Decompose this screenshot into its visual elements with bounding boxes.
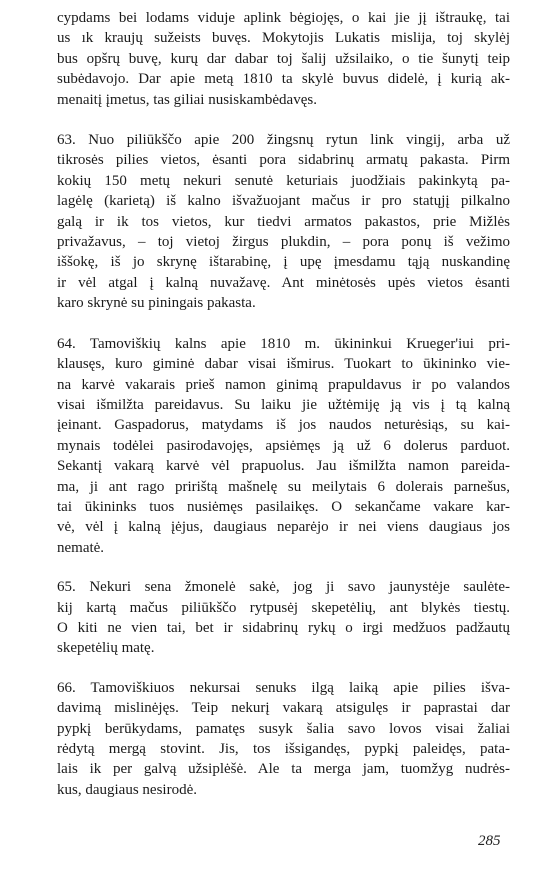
page-number: 285 bbox=[478, 833, 501, 849]
text-line: lais ik per galvą užsiplėšė. Ale ta merga jam, tuomžyg nudrės- bbox=[57, 761, 510, 778]
text-line: na karvė vakarais prieš namon ginimą prapuldavus ir po valandos bbox=[57, 376, 510, 393]
paragraph-continuation bbox=[57, 8, 510, 110]
text-line: vė, vėl į kalną įėjus, daugiaus neparėjo ir nei viens daugiaus jos bbox=[57, 519, 510, 536]
text-line: skepetėlių matę. bbox=[57, 640, 155, 657]
text-line: 65. Nekuri sena žmonelė sakė, jog ji savo jaunystėje saulėte- bbox=[57, 579, 510, 596]
page-text bbox=[57, 8, 510, 800]
text-line: lagėlę (karietą) iš kalno išvažuojant mačus ir pro statųjį pilkalno bbox=[57, 193, 510, 210]
text-line: klausęs, kuro giminė dabar visai išmirus. Tuokart to ūkininko vie- bbox=[57, 356, 510, 373]
text-line: galą ir ik tos vietos, kur tiedvi armatos pakastos, prie Mižlės bbox=[57, 213, 510, 230]
text-line: visai išmilžta pareidavus. Su laiku jie užtėmiję ją vis į tą kalną bbox=[57, 396, 510, 413]
text-line: įeinant. Gaspadorus, matydams iš jos naudos neturėsiąs, su kai- bbox=[57, 417, 510, 434]
text-line: pypkį berūkydams, pamatęs susyk šalia savo lovos visai žaliai bbox=[57, 720, 510, 737]
text-line: kij kartą mačus piliūkščo rytpusėj skepetėlių, ant blykės tiestų. bbox=[57, 599, 510, 616]
text-line: kokių 150 metų nekuri senutė keturiais juodžiais pakinkytą pa- bbox=[57, 172, 510, 189]
text-line: tai ūkininks tuos nusiėmęs pasilaikęs. O sekančame vakare kar- bbox=[57, 498, 510, 515]
text-line: 64. Tamoviškių kalns apie 1810 m. ūkininkui Krueger'iui pri- bbox=[57, 335, 510, 352]
text-line: karo skrynė su piningais pakasta. bbox=[57, 295, 256, 312]
paragraph-65 bbox=[57, 577, 510, 659]
text-line: rėdytą mergą stovint. Jis, tos išsigandęs, pypkį paleidęs, pata- bbox=[57, 741, 510, 757]
text-line: kus, daugiaus nesirodė. bbox=[57, 781, 197, 798]
text-line: privažavus, – toj vietoj žirgus plukdin, – pora ponų iš vežimo bbox=[57, 234, 510, 251]
text-line: 66. Tamoviškiuos nekursai senuks ilgą laiką apie pilies išva- bbox=[57, 679, 510, 696]
text-line: tikrosės pilies vietos, ėsanti pora sidabrinų armatų pakasta. Pirm bbox=[57, 152, 510, 169]
text-line: nematė. bbox=[57, 539, 105, 556]
text-line: 63. Nuo piliūkščo apie 200 žingsnų rytun link vingij, arba už bbox=[57, 132, 510, 149]
text-line: mynais todėlei pasirodavojęs, apsiėmęs ją už 6 dolerus parduot. bbox=[57, 437, 510, 454]
text-line: menaitį įmetus, tas giliai nusiskambėdavęs. bbox=[57, 91, 317, 108]
text-line: ir vėl atgal į kalną nuvažavę. Ant minėtosės upės vietos ėsanti bbox=[57, 274, 510, 291]
text-line: ma, ji ant rago pririštą mašnelę su meilytais 6 dolerais parnešus, bbox=[57, 478, 510, 495]
paragraph-66 bbox=[57, 678, 510, 800]
text-line: bus opšrų buvę, kurų dar dabar toj šalij užsilaiko, o tie šunytį teip bbox=[57, 50, 510, 67]
text-line: us ık kraujų sužeists buvęs. Mokytojis Lukatis mislija, toj skylėj bbox=[57, 30, 510, 47]
text-line: Sekantį vakarą karvė vėl prapuolus. Jau išmilžta namon pareida- bbox=[57, 458, 510, 475]
text-line: subėdavojo. Dar apie metą 1810 ta skylė buvus didelė, į kurią ak- bbox=[57, 71, 510, 88]
text-line: cypdams bei lodams viduje aplink bėgiojęs, o kai jie jį ištraukę, tai bbox=[57, 10, 510, 26]
paragraph-64 bbox=[57, 334, 510, 558]
text-line: davimą mislinėjęs. Teip nekurį vakarą atsigulęs ir paprastai dar bbox=[57, 700, 510, 717]
text-line: O kiti ne vien tai, bet ir sidabrinų rykų o irgi medžuos padžautų bbox=[57, 619, 510, 636]
text-line: iššokę, iš jo skrynę ištarabinę, į upę įmesdamu tąją nuskandinę bbox=[57, 254, 510, 271]
paragraph-63 bbox=[57, 130, 510, 314]
